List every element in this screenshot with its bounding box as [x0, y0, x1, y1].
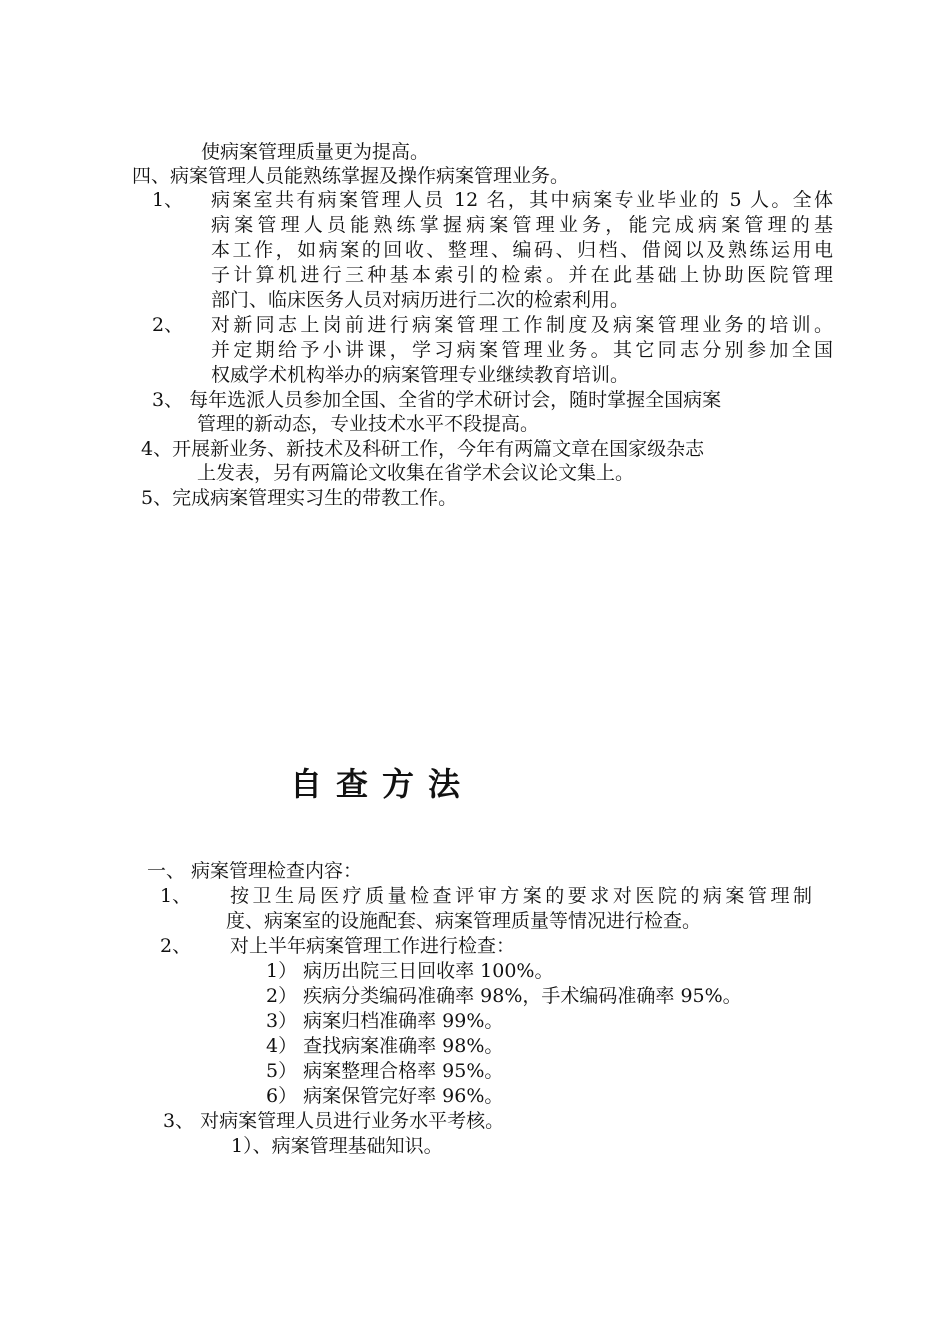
list-number: 2、	[160, 935, 192, 957]
text-line: 对上半年病案管理工作进行检查：	[230, 935, 516, 957]
list-number: 1、	[160, 885, 192, 907]
text-line: 4、开展新业务、新技术及科研工作，今年有两篇文章在国家级杂志	[141, 438, 705, 460]
text-line: 部门、临床医务人员对病历进行二次的检索利用。	[211, 289, 630, 311]
text-line: 3、 对病案管理人员进行业务水平考核。	[163, 1110, 505, 1132]
section-heading-1: 一、 病案管理检查内容：	[147, 860, 363, 882]
text-line: 对新同志上岗前进行病案管理工作制度及病案管理业务的培训。	[211, 314, 833, 336]
text-line: 上发表，另有两篇论文收集在省学术会议论文集上。	[197, 462, 635, 484]
text-line: 5、完成病案管理实习生的带教工作。	[141, 487, 458, 509]
page-title: 自查方法	[290, 765, 475, 803]
check-item: 3） 病案归档准确率 99%。	[266, 1010, 504, 1032]
text-line: 病案管理人员能熟练掌握病案管理业务，能完成病案管理的基	[211, 214, 833, 236]
list-number: 1、	[152, 189, 184, 211]
text-line: 本工作，如病案的回收、整理、编码、归档、借阅以及熟练运用电	[211, 239, 833, 261]
text-line: 权威学术机构举办的病案管理专业继续教育培训。	[211, 364, 630, 386]
text-line: 度、病案室的设施配套、病案管理质量等情况进行检查。	[226, 910, 702, 932]
text-line: 使病案管理质量更为提高。	[201, 141, 430, 163]
check-item: 2） 疾病分类编码准确率 98%，手术编码准确率 95%。	[266, 985, 742, 1007]
text-line: 病案室共有病案管理人员 12 名，其中病案专业毕业的 5 人。全体	[211, 189, 833, 211]
text-line: 1）、病案管理基础知识。	[231, 1135, 443, 1157]
text-line: 子计算机进行三种基本索引的检索。并在此基础上协助医院管理	[211, 264, 833, 286]
text-line: 3、 每年选派人员参加全国、全省的学术研讨会，随时掌握全国病案	[152, 389, 722, 411]
text-line: 并定期给予小讲课，学习病案管理业务。其它同志分别参加全国	[211, 339, 833, 361]
check-item: 1） 病历出院三日回收率 100%。	[266, 960, 554, 982]
text-line: 按卫生局医疗质量检查评审方案的要求对医院的病案管理制	[230, 885, 812, 907]
check-item: 6） 病案保管完好率 96%。	[266, 1085, 504, 1107]
list-number: 2、	[152, 314, 184, 336]
section-heading-4: 四、病案管理人员能熟练掌握及操作病案管理业务。	[132, 165, 570, 187]
text-line: 管理的新动态，专业技术水平不段提高。	[197, 413, 540, 435]
check-item: 4） 查找病案准确率 98%。	[266, 1035, 504, 1057]
check-item: 5） 病案整理合格率 95%。	[266, 1060, 504, 1082]
